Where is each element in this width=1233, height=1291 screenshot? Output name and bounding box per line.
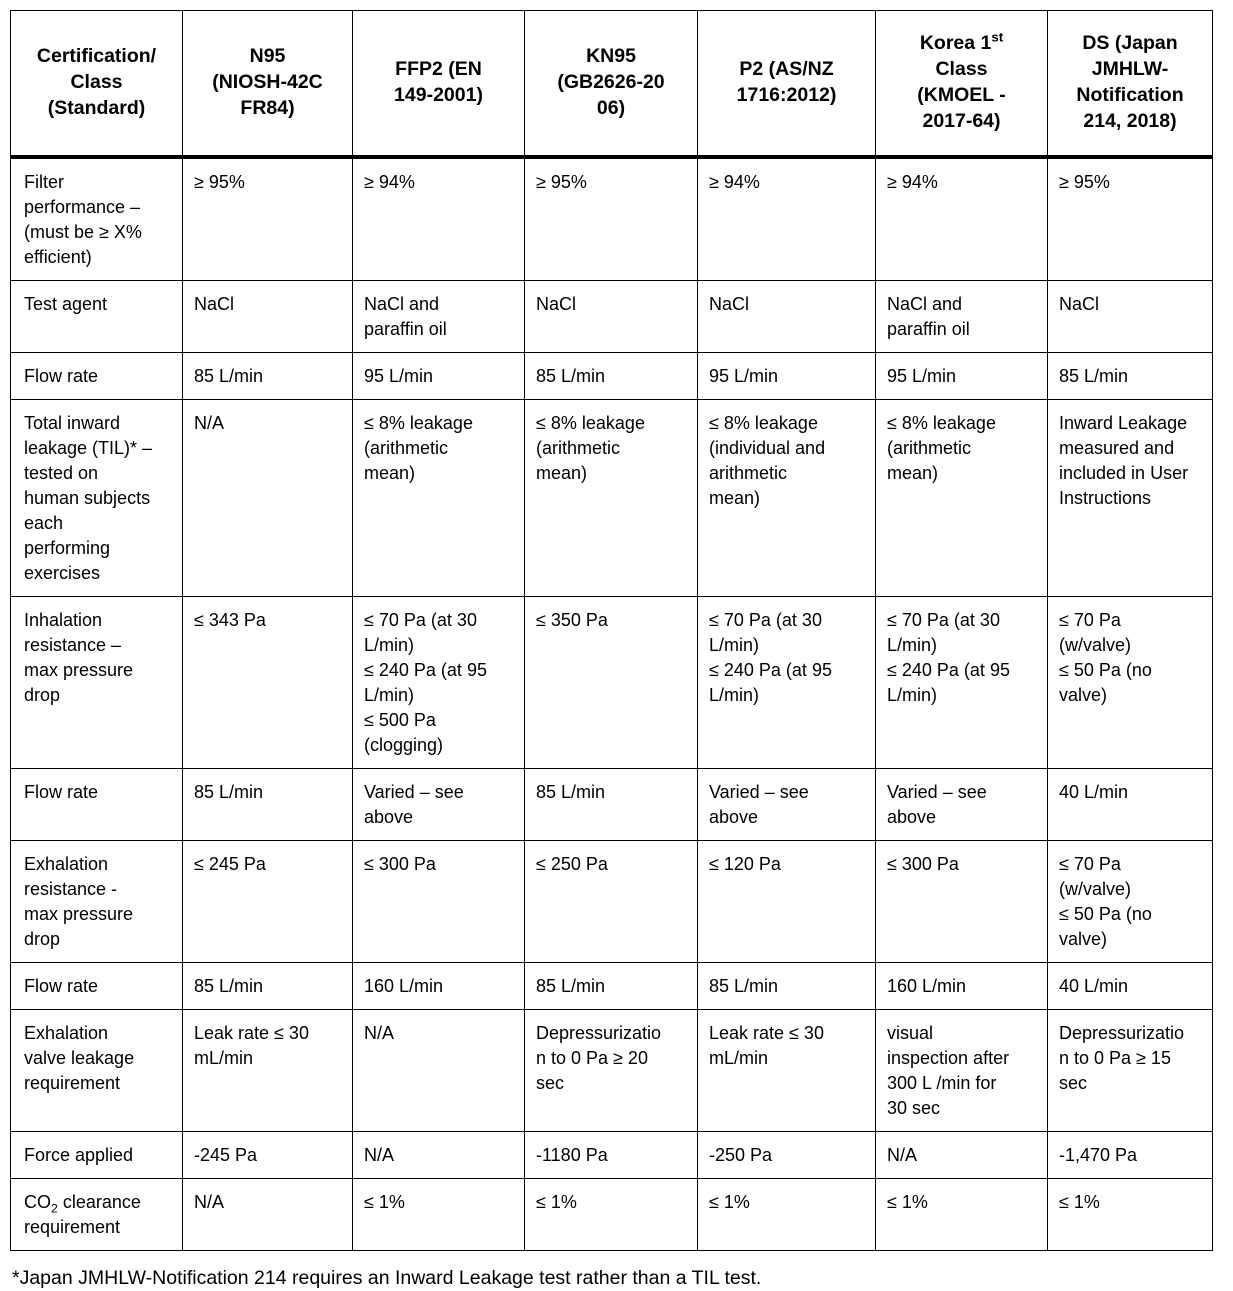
table-cell (698, 280, 876, 352)
cell-line: visual (887, 1022, 934, 1043)
row-label-line: Flow rate (24, 365, 99, 386)
table-cell (353, 840, 525, 962)
row-label-line: exercises (24, 562, 101, 583)
cell-line: -245 Pa (194, 1144, 258, 1165)
row-label (11, 157, 183, 281)
table-cell (698, 962, 876, 1009)
cell-line: 40 L/min (1059, 781, 1129, 802)
cell-line: Varied – see (887, 781, 987, 802)
column-header-line: (GB2626-20 (557, 70, 665, 93)
cell-line: L/min) (887, 634, 938, 655)
table-cell (183, 1009, 353, 1131)
cell-line: inspection after (887, 1047, 1010, 1068)
table-cell (183, 840, 353, 962)
column-header-6 (1048, 11, 1213, 157)
table-cell (353, 768, 525, 840)
column-header-0 (11, 11, 183, 157)
cell-line: mean) (887, 462, 939, 483)
cell-line: ≤ 1% (364, 1191, 405, 1212)
row-label-line: drop (24, 684, 61, 705)
row-label (11, 1178, 183, 1250)
cell-line: Depressurizatio (1059, 1022, 1185, 1043)
column-header-line: Class (70, 70, 123, 93)
table-cell (353, 157, 525, 281)
cell-line: 95 L/min (364, 365, 434, 386)
row-label (11, 352, 183, 399)
table-cell (1048, 1178, 1213, 1250)
cell-line: paraffin oil (887, 318, 970, 339)
cell-line: n to 0 Pa ≥ 15 (1059, 1047, 1171, 1068)
cell-line: L/min) (887, 684, 938, 705)
table-cell (525, 280, 698, 352)
cell-line: ≤ 500 Pa (364, 709, 436, 730)
cell-line: (arithmetic (536, 437, 621, 458)
cell-line: above (887, 806, 937, 827)
table-cell (1048, 768, 1213, 840)
row-label-line: max pressure (24, 903, 134, 924)
table-cell (353, 280, 525, 352)
cell-line: ≤ 240 Pa (at 95 (364, 659, 487, 680)
table-cell (525, 1009, 698, 1131)
table-header (11, 11, 1213, 157)
row-label-line: Flow rate (24, 781, 99, 802)
cell-line: 85 L/min (536, 365, 606, 386)
column-header-line: JMHLW- (1091, 57, 1169, 80)
table-row (11, 1009, 1213, 1131)
table-cell (698, 157, 876, 281)
cell-line: ≥ 95% (536, 171, 587, 192)
row-label-line: max pressure (24, 659, 134, 680)
cell-line: ≥ 95% (194, 171, 245, 192)
row-label-line: Test agent (24, 293, 108, 314)
table-cell (876, 768, 1048, 840)
table-row (11, 1178, 1213, 1250)
cell-line: mL/min (709, 1047, 769, 1068)
table-cell (698, 1009, 876, 1131)
table-cell (183, 157, 353, 281)
column-header-4 (698, 11, 876, 157)
table-cell (876, 157, 1048, 281)
cell-line: ≥ 94% (887, 171, 938, 192)
column-header-3 (525, 11, 698, 157)
column-header-line: 149-2001) (394, 83, 483, 106)
column-header-line: DS (Japan (1082, 31, 1178, 54)
subscript: 2 (51, 1201, 58, 1216)
column-header-line: Korea 1st (919, 29, 1004, 54)
row-label-text: CO (24, 1191, 51, 1212)
cell-line: ≤ 240 Pa (at 95 (709, 659, 832, 680)
column-header-line: 06) (596, 96, 626, 119)
row-label-line: Exhalation (24, 853, 109, 874)
cell-line: Instructions (1059, 487, 1152, 508)
table-row (11, 840, 1213, 962)
table-row (11, 596, 1213, 768)
table-cell (1048, 962, 1213, 1009)
row-label-line: tested on (24, 462, 99, 483)
cell-line: (w/valve) (1059, 634, 1132, 655)
column-header-line: 1716:2012) (736, 83, 837, 106)
table-body (11, 157, 1213, 1251)
cell-line: N/A (194, 1191, 225, 1212)
cell-line: ≤ 70 Pa (1059, 853, 1121, 874)
column-header-5 (876, 11, 1048, 157)
cell-line: 85 L/min (194, 975, 264, 996)
cell-line: Varied – see (364, 781, 464, 802)
cell-line: ≤ 50 Pa (no (1059, 903, 1152, 924)
table-cell (876, 962, 1048, 1009)
column-header-1 (183, 11, 353, 157)
cell-line: mean) (364, 462, 416, 483)
table-cell (353, 352, 525, 399)
table-cell (525, 596, 698, 768)
cell-line: mean) (536, 462, 588, 483)
table-row (11, 768, 1213, 840)
row-label (11, 1009, 183, 1131)
cell-line: L/min) (709, 634, 760, 655)
table-cell (353, 962, 525, 1009)
cell-line: NaCl (194, 293, 235, 314)
column-header-line: N95 (249, 44, 286, 67)
table-row (11, 962, 1213, 1009)
cell-line: NaCl (1059, 293, 1100, 314)
cell-line: NaCl and (364, 293, 440, 314)
row-label-line: requirement (24, 1216, 121, 1237)
column-header-2 (353, 11, 525, 157)
column-header-line: P2 (AS/NZ (739, 57, 834, 80)
cell-line: N/A (194, 412, 225, 433)
table-cell (353, 1009, 525, 1131)
cell-line: ≤ 8% leakage (709, 412, 818, 433)
row-label-line: resistance - (24, 878, 118, 899)
cell-line: ≤ 350 Pa (536, 609, 608, 630)
table-cell (698, 352, 876, 399)
table-cell (1048, 1009, 1213, 1131)
cell-line: -1,470 Pa (1059, 1144, 1138, 1165)
cell-line: NaCl (536, 293, 577, 314)
cell-line: Leak rate ≤ 30 (194, 1022, 309, 1043)
row-label (11, 840, 183, 962)
cell-line: ≤ 70 Pa (at 30 (364, 609, 477, 630)
cell-line: paraffin oil (364, 318, 447, 339)
cell-line: 95 L/min (709, 365, 779, 386)
table-cell (1048, 840, 1213, 962)
table-row (11, 1131, 1213, 1178)
row-label-line: performance – (24, 196, 141, 217)
cell-line: ≤ 250 Pa (536, 853, 608, 874)
cell-line: mL/min (194, 1047, 254, 1068)
row-label (11, 596, 183, 768)
cell-line: ≥ 94% (364, 171, 415, 192)
row-label (11, 768, 183, 840)
table-row (11, 399, 1213, 596)
cell-line: n to 0 Pa ≥ 20 (536, 1047, 648, 1068)
table-cell (183, 768, 353, 840)
table-cell (525, 1178, 698, 1250)
column-header-line: FFP2 (EN (395, 57, 482, 80)
row-label-line: Force applied (24, 1144, 134, 1165)
table-cell (353, 596, 525, 768)
cell-line: 160 L/min (887, 975, 967, 996)
row-label-line: leakage (TIL)* – (24, 437, 153, 458)
row-label-line: Total inward (24, 412, 121, 433)
cell-line: 85 L/min (1059, 365, 1129, 386)
table-cell (183, 1131, 353, 1178)
cell-line: 40 L/min (1059, 975, 1129, 996)
table-cell (1048, 157, 1213, 281)
row-label (11, 1131, 183, 1178)
table-cell (353, 399, 525, 596)
table-row (11, 352, 1213, 399)
cell-line: L/min) (364, 684, 415, 705)
cell-line: ≤ 1% (1059, 1191, 1100, 1212)
row-label-line (24, 1190, 172, 1215)
column-header-line: Notification (1076, 83, 1184, 106)
cell-line: -1180 Pa (536, 1144, 608, 1165)
cell-line: 85 L/min (536, 975, 606, 996)
cell-line: ≤ 240 Pa (at 95 (887, 659, 1010, 680)
cell-line: N/A (364, 1144, 395, 1165)
cell-line: Leak rate ≤ 30 (709, 1022, 824, 1043)
table-cell (1048, 1131, 1213, 1178)
row-label-line: (must be ≥ X% (24, 221, 142, 242)
cell-line: ≤ 70 Pa (at 30 (709, 609, 822, 630)
row-label-line: performing (24, 537, 111, 558)
table-row (11, 280, 1213, 352)
table-cell (353, 1178, 525, 1250)
cell-line: ≤ 300 Pa (364, 853, 436, 874)
table-cell (525, 157, 698, 281)
cell-line: ≤ 300 Pa (887, 853, 959, 874)
cell-line: valve) (1059, 684, 1108, 705)
cell-line: (arithmetic (364, 437, 449, 458)
row-label-line: requirement (24, 1072, 121, 1093)
column-header-line: (Standard) (47, 96, 146, 119)
table-cell (525, 962, 698, 1009)
cell-line: ≤ 343 Pa (194, 609, 266, 630)
cell-line: NaCl and (887, 293, 963, 314)
respirator-standards-comparison-table (10, 10, 1213, 1251)
table-cell (698, 840, 876, 962)
table-cell (698, 399, 876, 596)
cell-line: ≥ 94% (709, 171, 760, 192)
cell-line: ≤ 245 Pa (194, 853, 266, 874)
row-label-line: each (24, 512, 64, 533)
table-cell (876, 1009, 1048, 1131)
cell-line: (individual and (709, 437, 826, 458)
cell-line: 85 L/min (194, 365, 264, 386)
table-cell (876, 1178, 1048, 1250)
cell-line: valve) (1059, 928, 1108, 949)
row-label-line: drop (24, 928, 61, 949)
table-header-row (11, 11, 1213, 157)
table-cell (698, 768, 876, 840)
cell-line: ≤ 120 Pa (709, 853, 781, 874)
row-label-line: Filter (24, 171, 64, 192)
cell-line: (clogging) (364, 734, 444, 755)
cell-line: ≤ 8% leakage (887, 412, 996, 433)
table-cell (698, 1178, 876, 1250)
table-cell (876, 1131, 1048, 1178)
cell-line: ≤ 70 Pa (at 30 (887, 609, 1000, 630)
table-cell (183, 280, 353, 352)
table-cell (876, 399, 1048, 596)
cell-line: 85 L/min (709, 975, 779, 996)
table-cell (1048, 596, 1213, 768)
table-cell (353, 1131, 525, 1178)
cell-line: (arithmetic (887, 437, 972, 458)
table-cell (876, 280, 1048, 352)
column-header-line: FR84) (240, 96, 295, 119)
cell-line: above (364, 806, 414, 827)
table-cell (876, 840, 1048, 962)
row-label-line: Inhalation (24, 609, 103, 630)
table-cell (1048, 280, 1213, 352)
table-cell (525, 840, 698, 962)
cell-line: above (709, 806, 759, 827)
cell-line: Inward Leakage (1059, 412, 1188, 433)
row-label-text: clearance (57, 1191, 141, 1212)
table-cell (698, 596, 876, 768)
table-cell (1048, 399, 1213, 596)
cell-line: 85 L/min (536, 781, 606, 802)
row-label-line: efficient) (24, 246, 92, 267)
row-label (11, 962, 183, 1009)
cell-line: 85 L/min (194, 781, 264, 802)
cell-line: NaCl (709, 293, 750, 314)
cell-line: ≤ 8% leakage (364, 412, 473, 433)
column-header-line: Class (935, 57, 988, 80)
table-cell (876, 596, 1048, 768)
column-header-line: (KMOEL - (917, 83, 1006, 106)
table-cell (525, 352, 698, 399)
row-label-line: Exhalation (24, 1022, 109, 1043)
cell-line: sec (536, 1072, 565, 1093)
cell-line: Varied – see (709, 781, 809, 802)
cell-line: N/A (887, 1144, 918, 1165)
table-cell (876, 352, 1048, 399)
table-cell (183, 962, 353, 1009)
cell-line: 160 L/min (364, 975, 444, 996)
table-cell (183, 352, 353, 399)
cell-line: mean) (709, 487, 761, 508)
table-cell (525, 1131, 698, 1178)
cell-line: (w/valve) (1059, 878, 1132, 899)
cell-line: included in User (1059, 462, 1189, 483)
row-label-line: valve leakage (24, 1047, 135, 1068)
table-cell (525, 768, 698, 840)
table-cell (183, 399, 353, 596)
cell-line: sec (1059, 1072, 1088, 1093)
row-label (11, 399, 183, 596)
table-cell (698, 1131, 876, 1178)
cell-line: ≤ 1% (709, 1191, 750, 1212)
row-label-line: Flow rate (24, 975, 99, 996)
cell-line: Depressurizatio (536, 1022, 662, 1043)
cell-line: L/min) (709, 684, 760, 705)
cell-line: 30 sec (887, 1097, 941, 1118)
cell-line: 95 L/min (887, 365, 957, 386)
cell-line: measured and (1059, 437, 1175, 458)
cell-line: ≥ 95% (1059, 171, 1110, 192)
row-label-line: human subjects (24, 487, 151, 508)
cell-line: ≤ 50 Pa (no (1059, 659, 1152, 680)
cell-line: ≤ 8% leakage (536, 412, 645, 433)
table-cell (183, 1178, 353, 1250)
cell-line: arithmetic (709, 462, 788, 483)
cell-line: N/A (364, 1022, 395, 1043)
row-label-line: resistance – (24, 634, 122, 655)
table-footnote: *Japan JMHLW-Notification 214 requires an Inward Leakage test rather than a TIL test. (12, 1266, 762, 1289)
cell-line: ≤ 1% (536, 1191, 577, 1212)
table-cell (1048, 352, 1213, 399)
cell-line: L/min) (364, 634, 415, 655)
ordinal-superscript: st (991, 29, 1004, 45)
column-header-line: Certification/ (36, 44, 157, 67)
row-label (11, 280, 183, 352)
column-header-line: KN95 (586, 44, 636, 67)
column-header-line: 214, 2018) (1083, 109, 1177, 132)
table-row (11, 157, 1213, 281)
table-cell (525, 399, 698, 596)
column-header-line: 2017-64) (922, 109, 1001, 132)
column-header-line: (NIOSH-42C (212, 70, 323, 93)
table-cell (183, 596, 353, 768)
cell-line: 300 L /min for (887, 1072, 997, 1093)
cell-line: -250 Pa (709, 1144, 773, 1165)
cell-line: ≤ 1% (887, 1191, 928, 1212)
cell-line: ≤ 70 Pa (1059, 609, 1121, 630)
